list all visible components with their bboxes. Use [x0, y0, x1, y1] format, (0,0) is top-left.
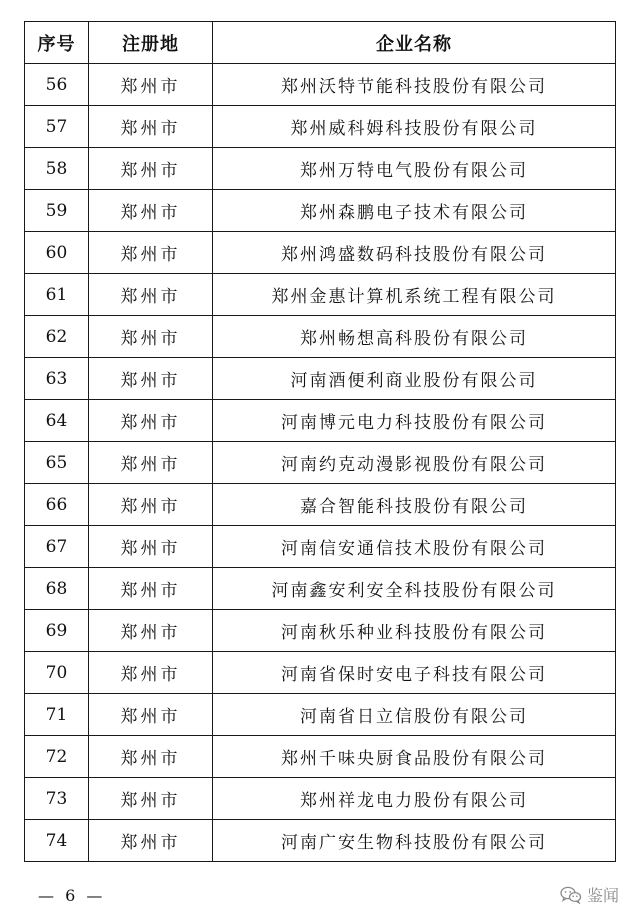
- row-name-cell: 河南秋乐种业科技股份有限公司: [213, 610, 616, 652]
- row-place-cell: 郑州市: [89, 442, 213, 484]
- row-index-cell: 74: [25, 820, 89, 862]
- row-place-cell: 郑州市: [89, 820, 213, 862]
- row-name-cell: 嘉合智能科技股份有限公司: [213, 484, 616, 526]
- row-name-cell: 河南博元电力科技股份有限公司: [213, 400, 616, 442]
- table-row: [25, 778, 616, 820]
- row-index-cell: 71: [25, 694, 89, 736]
- table-row: [25, 568, 616, 610]
- row-place-cell: 郑州市: [89, 358, 213, 400]
- header-index: 序号: [25, 22, 89, 64]
- row-name-cell: 河南约克动漫影视股份有限公司: [213, 442, 616, 484]
- row-place-cell: 郑州市: [89, 106, 213, 148]
- table-row: [25, 610, 616, 652]
- row-place-cell: 郑州市: [89, 400, 213, 442]
- row-index-cell: 73: [25, 778, 89, 820]
- row-name-cell: 河南广安生物科技股份有限公司: [213, 820, 616, 862]
- row-index-cell: 60: [25, 232, 89, 274]
- watermark-text: 鉴闻: [586, 886, 619, 905]
- row-name-cell: 河南酒便利商业股份有限公司: [213, 358, 616, 400]
- header-name: 企业名称: [213, 22, 616, 64]
- row-name-cell: 郑州森鹏电子技术有限公司: [213, 190, 616, 232]
- table-row: [25, 232, 616, 274]
- table-row: [25, 190, 616, 232]
- row-index-cell: 64: [25, 400, 89, 442]
- table-row: [25, 736, 616, 778]
- row-index-cell: 61: [25, 274, 89, 316]
- row-name-cell: 郑州万特电气股份有限公司: [213, 148, 616, 190]
- row-name-cell: 郑州千味央厨食品股份有限公司: [213, 736, 616, 778]
- table-row: [25, 442, 616, 484]
- row-name-cell: 郑州鸿盛数码科技股份有限公司: [213, 232, 616, 274]
- table-row: [25, 316, 616, 358]
- row-place-cell: 郑州市: [89, 568, 213, 610]
- row-name-cell: 郑州威科姆科技股份有限公司: [213, 106, 616, 148]
- table-row: [25, 526, 616, 568]
- wechat-icon: [560, 886, 582, 904]
- row-name-cell: 郑州畅想高科股份有限公司: [213, 316, 616, 358]
- row-index-cell: 58: [25, 148, 89, 190]
- row-name-cell: 河南省日立信股份有限公司: [213, 694, 616, 736]
- row-place-cell: 郑州市: [89, 232, 213, 274]
- row-index-cell: 62: [25, 316, 89, 358]
- row-place-cell: 郑州市: [89, 778, 213, 820]
- table-body: [25, 64, 616, 862]
- row-index-cell: 65: [25, 442, 89, 484]
- table-row: [25, 484, 616, 526]
- row-index-cell: 70: [25, 652, 89, 694]
- table-row: [25, 652, 616, 694]
- table-row: [25, 148, 616, 190]
- row-place-cell: 郑州市: [89, 64, 213, 106]
- row-index-cell: 59: [25, 190, 89, 232]
- row-name-cell: 郑州沃特节能科技股份有限公司: [213, 64, 616, 106]
- table-row: [25, 64, 616, 106]
- watermark: [560, 883, 619, 906]
- row-place-cell: 郑州市: [89, 652, 213, 694]
- row-name-cell: 郑州金惠计算机系统工程有限公司: [213, 274, 616, 316]
- table-row: [25, 820, 616, 862]
- company-table: [24, 21, 616, 862]
- row-name-cell: 郑州祥龙电力股份有限公司: [213, 778, 616, 820]
- page-number: — 6 —: [38, 886, 106, 905]
- table-row: [25, 274, 616, 316]
- row-place-cell: 郑州市: [89, 148, 213, 190]
- row-index-cell: 56: [25, 64, 89, 106]
- row-name-cell: 河南鑫安利安全科技股份有限公司: [213, 568, 616, 610]
- row-name-cell: 河南信安通信技术股份有限公司: [213, 526, 616, 568]
- table-row: [25, 358, 616, 400]
- table-row: [25, 106, 616, 148]
- header-place: 注册地: [89, 22, 213, 64]
- row-place-cell: 郑州市: [89, 736, 213, 778]
- row-index-cell: 68: [25, 568, 89, 610]
- row-index-cell: 57: [25, 106, 89, 148]
- row-place-cell: 郑州市: [89, 484, 213, 526]
- row-place-cell: 郑州市: [89, 316, 213, 358]
- row-place-cell: 郑州市: [89, 190, 213, 232]
- row-index-cell: 69: [25, 610, 89, 652]
- row-place-cell: 郑州市: [89, 274, 213, 316]
- row-index-cell: 66: [25, 484, 89, 526]
- row-name-cell: 河南省保时安电子科技有限公司: [213, 652, 616, 694]
- table-row: [25, 694, 616, 736]
- row-index-cell: 67: [25, 526, 89, 568]
- table-row: [25, 400, 616, 442]
- row-index-cell: 72: [25, 736, 89, 778]
- row-index-cell: 63: [25, 358, 89, 400]
- row-place-cell: 郑州市: [89, 694, 213, 736]
- row-place-cell: 郑州市: [89, 610, 213, 652]
- table-header-row: [25, 22, 616, 64]
- row-place-cell: 郑州市: [89, 526, 213, 568]
